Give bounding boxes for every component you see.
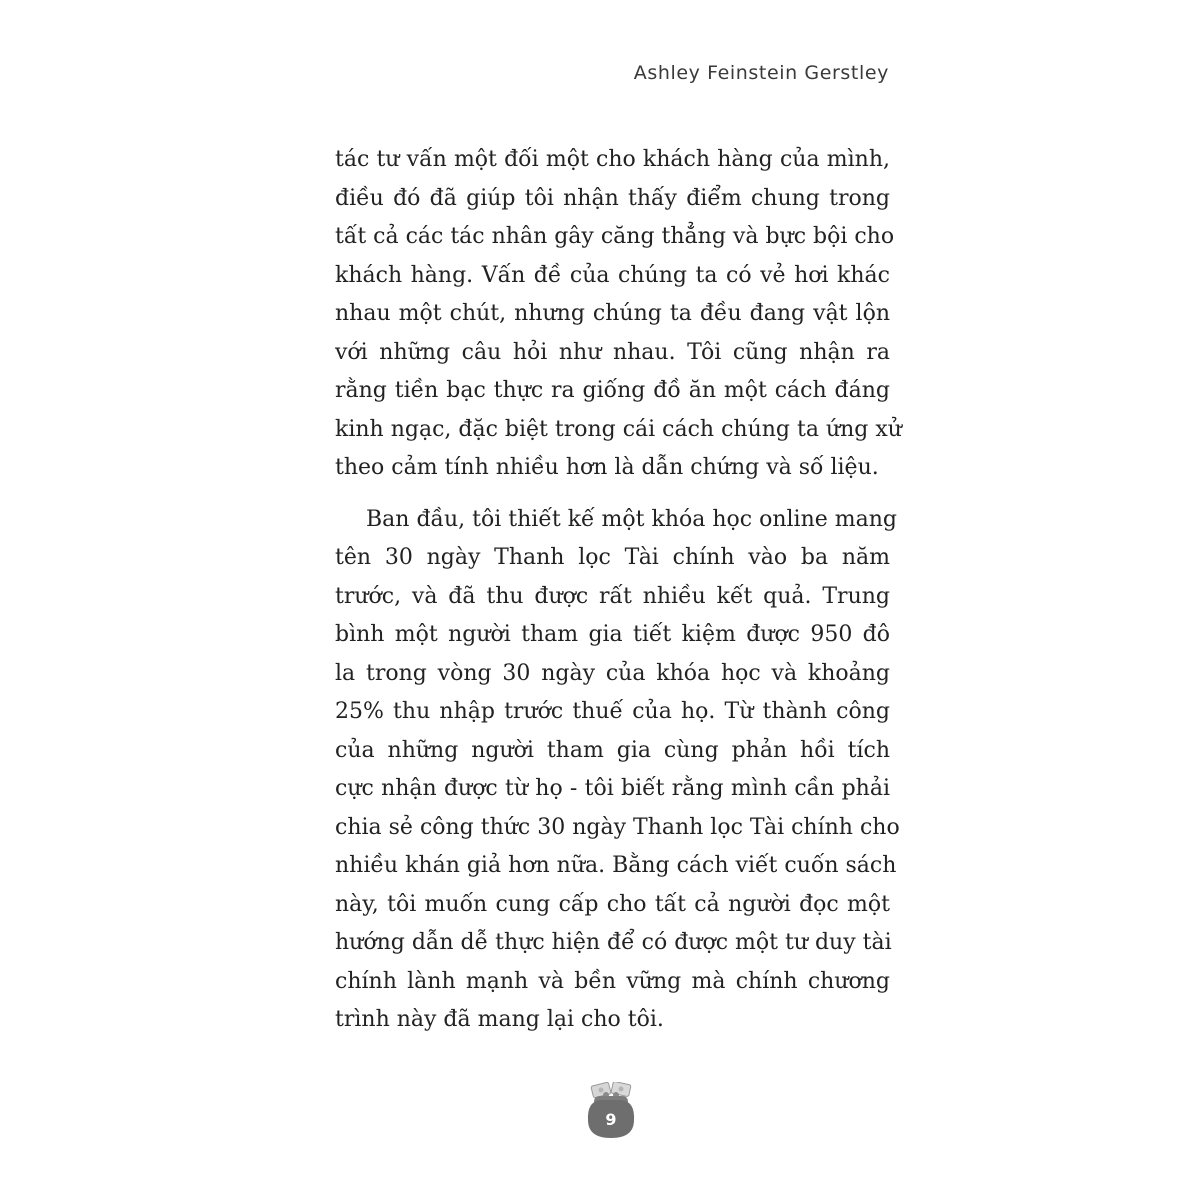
- text-line: của những người tham gia cùng phản hồi tích: [335, 737, 890, 763]
- page-number: 9: [605, 1110, 617, 1129]
- text-line: kinh ngạc, đặc biệt trong cái cách chúng ta ứng xử: [335, 416, 902, 442]
- text-line: chính lành mạnh và bền vững mà chính chương: [335, 968, 890, 994]
- paragraph-1: [335, 141, 902, 488]
- text-line: khách hàng. Vấn đề của chúng ta có vẻ hơi khác: [335, 262, 890, 288]
- body-text: [335, 141, 902, 1040]
- text-line: tên 30 ngày Thanh lọc Tài chính vào ba năm: [335, 545, 890, 570]
- text-line: la trong vòng 30 ngày của khóa học và khoảng: [335, 660, 890, 686]
- text-line: theo cảm tính nhiều hơn là dẫn chứng và số liệu.: [335, 455, 879, 480]
- text-line: 25% thu nhập trước thuế của họ. Từ thành công: [335, 699, 890, 724]
- text-line: Ban đầu, tôi thiết kế một khóa học online mang: [366, 506, 897, 532]
- text-line: bình một người tham gia tiết kiệm được 950 đô: [335, 622, 890, 647]
- paragraph-gap: [335, 488, 890, 501]
- text-line: cực nhận được từ họ - tôi biết rằng mình cần phải: [335, 776, 890, 801]
- text-line: hướng dẫn dễ thực hiện để có được một tư duy tài: [335, 930, 892, 955]
- text-line: trình này đã mang lại cho tôi.: [335, 1007, 664, 1032]
- text-line: nhau một chút, nhưng chúng ta đều đang vật lộn: [335, 301, 890, 326]
- text-line: rằng tiền bạc thực ra giống đồ ăn một cách đáng: [335, 378, 890, 403]
- text-line: trước, và đã thu được rất nhiều kết quả. Trung: [335, 583, 890, 609]
- text-line: nhiều khán giả hơn nữa. Bằng cách viết cuốn sách: [335, 853, 897, 878]
- text-line: này, tôi muốn cung cấp cho tất cả người đọc một: [335, 891, 890, 917]
- text-line: với những câu hỏi như nhau. Tôi cũng nhận ra: [335, 339, 890, 365]
- running-header-author: Ashley Feinstein Gerstley: [633, 62, 889, 84]
- text-line: tất cả các tác nhân gây căng thẳng và bực bội cho: [335, 224, 895, 249]
- text-line: chia sẻ công thức 30 ngày Thanh lọc Tài chính cho: [335, 814, 900, 840]
- page-number-badge: [584, 1082, 640, 1142]
- text-line: điều đó đã giúp tôi nhận thấy điểm chung trong: [335, 185, 890, 211]
- text-line: tác tư vấn một đối một cho khách hàng của mình,: [335, 147, 890, 172]
- paragraph-2: [335, 501, 900, 1040]
